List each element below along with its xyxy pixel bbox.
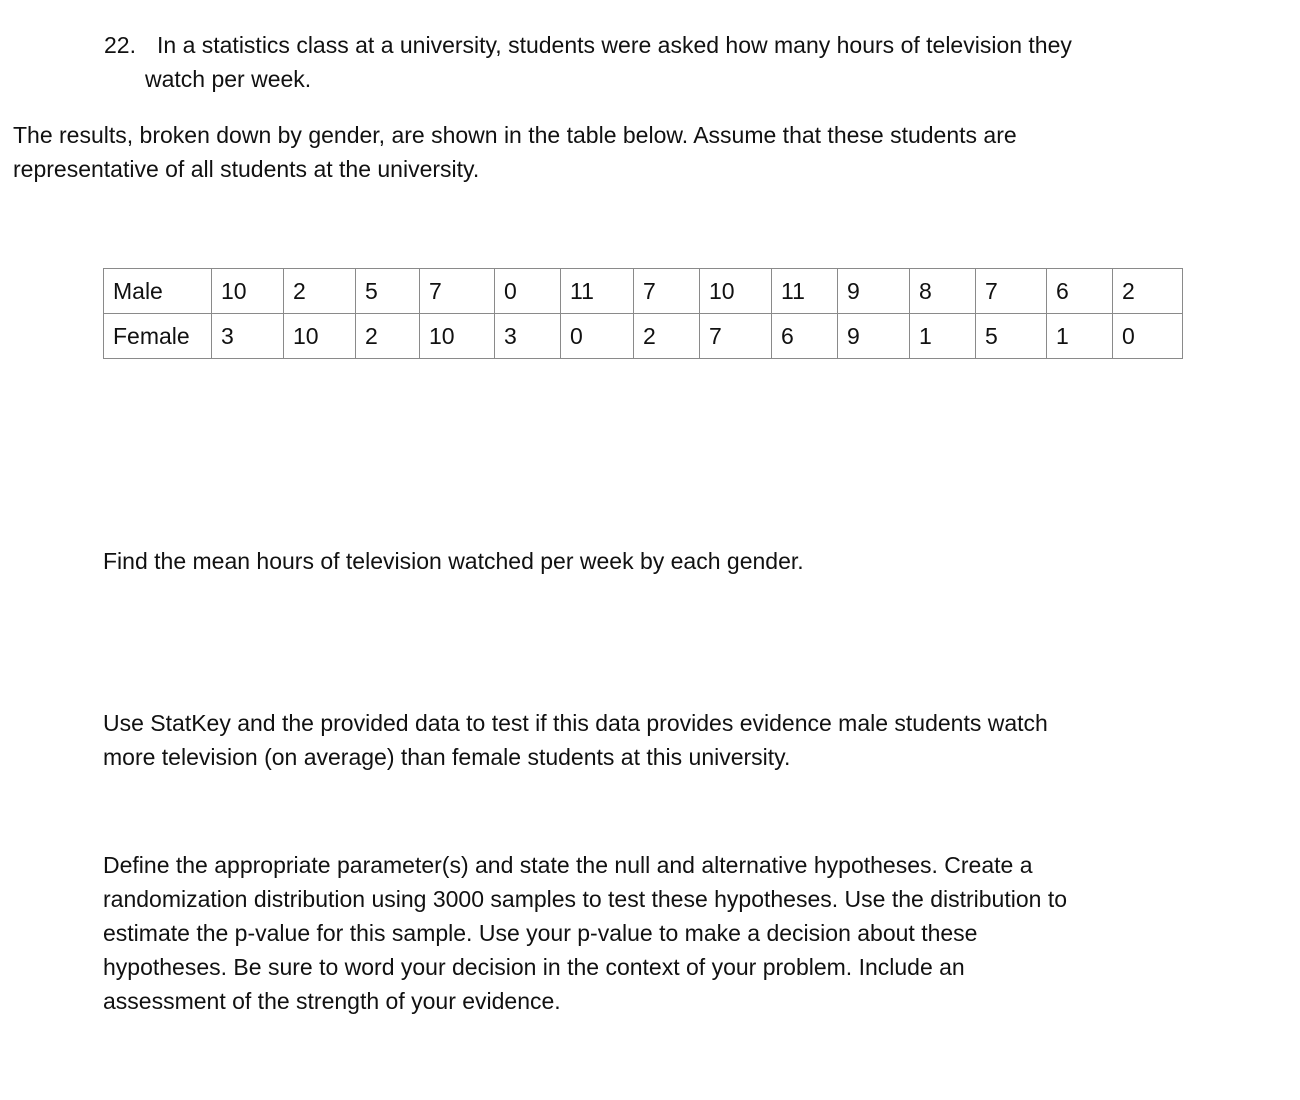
table-cell: 5 bbox=[976, 314, 1047, 359]
statkey-line: Use StatKey and the provided data to test if this data provides evidence male students watch bbox=[103, 710, 1048, 736]
table-cell: 2 bbox=[356, 314, 420, 359]
table-cell: 0 bbox=[495, 269, 561, 314]
table-cell: 6 bbox=[1047, 269, 1113, 314]
table-cell: 11 bbox=[561, 269, 634, 314]
question-text bbox=[145, 28, 1205, 96]
table-cell: 7 bbox=[634, 269, 700, 314]
table-cell: 0 bbox=[1113, 314, 1183, 359]
define-line: estimate the p-value for this sample. Use your p-value to make a decision about these bbox=[103, 920, 978, 946]
table-cell: 3 bbox=[212, 314, 284, 359]
define-line: randomization distribution using 3000 samples to test these hypotheses. Use the distribution to bbox=[103, 886, 1068, 912]
intro-line: The results, broken down by gender, are shown in the table below. Assume that these students are bbox=[13, 122, 1017, 148]
question-line: In a statistics class at a university, students were asked how many hours of television they bbox=[157, 32, 1072, 58]
table-cell: 2 bbox=[1113, 269, 1183, 314]
hypothesis-instructions bbox=[103, 848, 1253, 1018]
table-cell: 7 bbox=[420, 269, 495, 314]
table-cell: 11 bbox=[772, 269, 838, 314]
table-cell: 6 bbox=[772, 314, 838, 359]
statkey-line: more television (on average) than female students at this university. bbox=[103, 744, 791, 770]
intro-line: representative of all students at the university. bbox=[13, 156, 480, 182]
table-cell: 10 bbox=[212, 269, 284, 314]
table-cell: 5 bbox=[356, 269, 420, 314]
row-label: Male bbox=[104, 269, 212, 314]
table-cell: 3 bbox=[495, 314, 561, 359]
define-line: assessment of the strength of your evidence. bbox=[103, 988, 561, 1014]
table-cell: 10 bbox=[284, 314, 356, 359]
table-cell: 1 bbox=[1047, 314, 1113, 359]
table-cell: 9 bbox=[838, 314, 910, 359]
tv-hours-table bbox=[103, 268, 1183, 359]
table-cell: 10 bbox=[700, 269, 772, 314]
table-cell: 2 bbox=[634, 314, 700, 359]
find-mean-prompt: Find the mean hours of television watched per week by each gender. bbox=[103, 548, 804, 574]
table-cell: 2 bbox=[284, 269, 356, 314]
table-row-female bbox=[104, 314, 1183, 359]
table-cell: 10 bbox=[420, 314, 495, 359]
table-cell: 1 bbox=[910, 314, 976, 359]
row-label: Female bbox=[104, 314, 212, 359]
statkey-prompt bbox=[103, 706, 1253, 774]
table-cell: 7 bbox=[976, 269, 1047, 314]
table-cell: 7 bbox=[700, 314, 772, 359]
table-row-male bbox=[104, 269, 1183, 314]
question-number: 22. bbox=[104, 32, 136, 58]
question-line: watch per week. bbox=[145, 66, 312, 92]
define-line: hypotheses. Be sure to word your decision in the context of your problem. Include an bbox=[103, 954, 965, 980]
table-cell: 8 bbox=[910, 269, 976, 314]
define-line: Define the appropriate parameter(s) and state the null and alternative hypotheses. Create a bbox=[103, 852, 1033, 878]
table-cell: 9 bbox=[838, 269, 910, 314]
intro-paragraph bbox=[13, 118, 1213, 186]
table-cell: 0 bbox=[561, 314, 634, 359]
